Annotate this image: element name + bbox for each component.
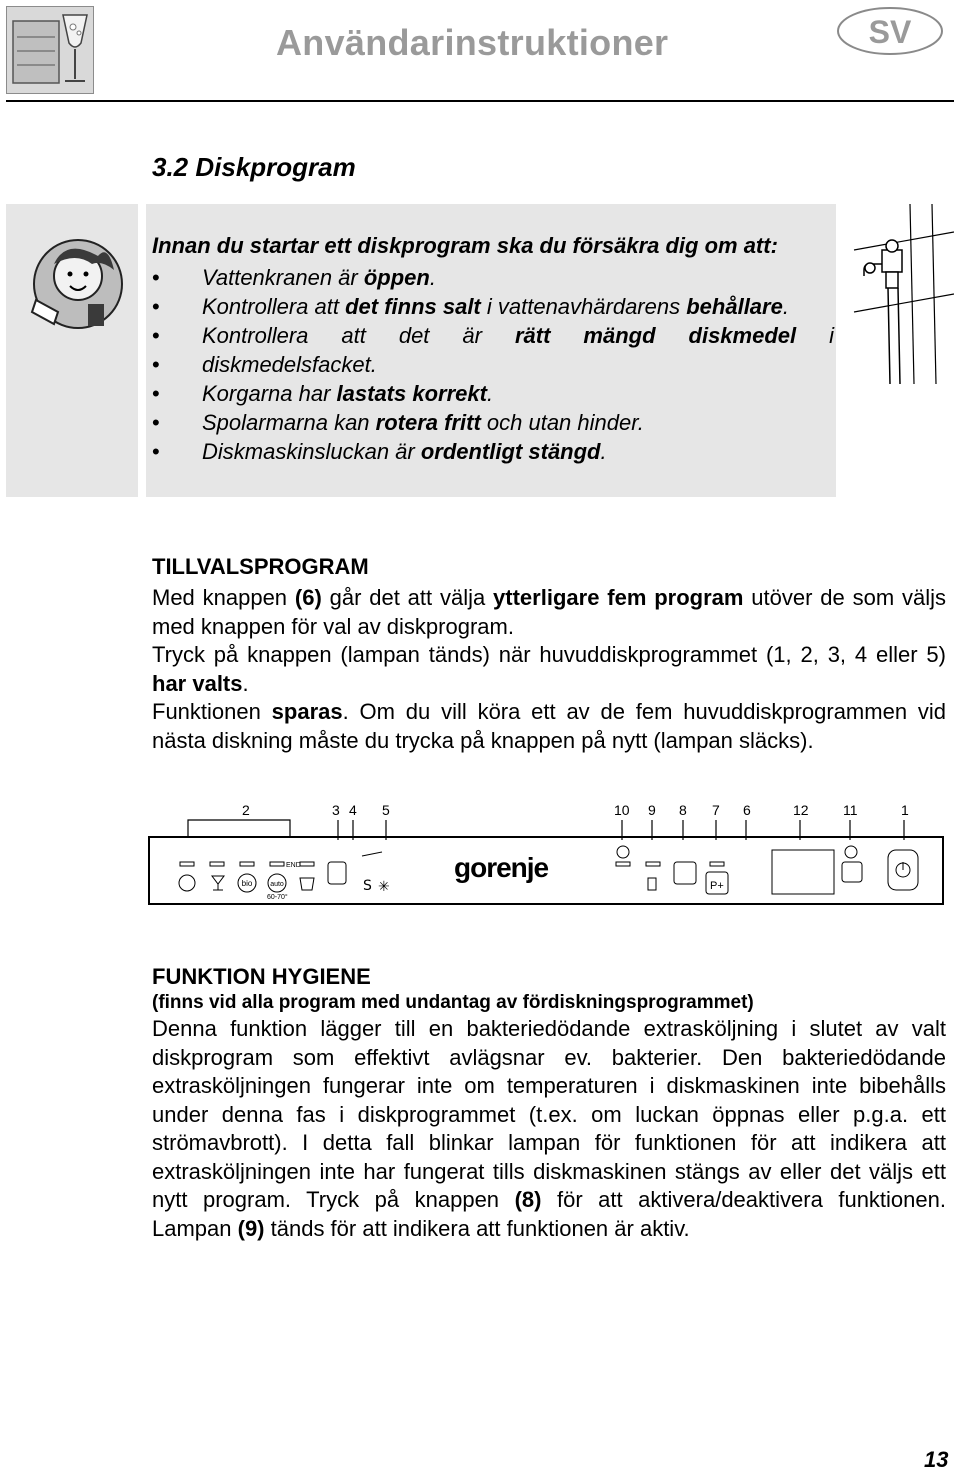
language-badge [836, 6, 944, 56]
callout-5: 5 [382, 802, 390, 818]
header-title: Användarinstruktioner [276, 22, 669, 63]
led [300, 862, 314, 866]
led [646, 862, 660, 866]
callout-3: 3 [332, 802, 340, 818]
list-item: • Kontrollera att det finns salt i vattenavhärdarens behållare. [152, 292, 834, 321]
callout-9: 9 [648, 802, 656, 818]
battery-icon [648, 878, 656, 890]
led [616, 862, 630, 866]
led [210, 862, 224, 866]
led [240, 862, 254, 866]
dial-marker [362, 852, 382, 856]
tillval-paragraph-2: Tryck på knappen (lampan tänds) när huvuddiskprogrammet (1, 2, 3, 4 eller 5) har valts. [152, 642, 946, 696]
delay-button [842, 862, 862, 882]
page-number: 13 [924, 1447, 949, 1472]
list-item: • Korgarna har lastats korrekt. [152, 379, 834, 408]
hygiene-paragraph: Denna funktion lägger till en bakteriedödande extrasköljning i slutet av valt diskprogram som effektivt avlägsnar ev. bakterier. Den bakteriedödande extrasköljningen fungerar inte om temperaturen i diskmaskinen inte bibehålls under denna fas i diskprogrammet (t.ex. om luckan öppnas eller p.g.a. ett strömavbrott). I detta fall blinkar lampan för funktionen för att indikera att extrasköljningen inte har fungerat tills diskmaskinen stängs av eller det väljs ett nytt program. Tryck på knappen (8) för att aktivera/deaktivera funktionen. Lampan (9) tänds för att indikera att funktionen är aktiv. [152, 1016, 946, 1241]
auto-label: auto [270, 881, 284, 888]
clock-icon [845, 846, 857, 858]
temp-label: 60-70° [267, 894, 288, 901]
callout-2: 2 [242, 802, 250, 818]
brand-logo: gorenje [454, 852, 549, 883]
tillval-paragraph-3: Funktionen sparas. Om du vill köra ett av de fem huvuddiskprogrammen vid nästa diskning måste du trycka på knappen på nytt (lampan släcks). [152, 699, 946, 753]
callout-12: 12 [793, 802, 809, 818]
led [710, 862, 724, 866]
dishwasher-glass-icon [7, 7, 93, 93]
program-button [328, 862, 346, 884]
pot-icon [300, 878, 314, 890]
end-label: END [286, 862, 301, 869]
led [270, 862, 284, 866]
hygiene-button [674, 862, 696, 884]
bio-label: bio [241, 879, 253, 888]
list-item: • Spolarmarna kan rotera fritt och utan hinder. [152, 408, 834, 437]
glass-icon [212, 876, 224, 890]
callout-4: 4 [349, 802, 357, 818]
woman-cartoon-icon [6, 204, 138, 497]
callout-10: 10 [614, 802, 630, 818]
rinse-aid-icon: S [363, 878, 372, 894]
led [180, 862, 194, 866]
hygiene-subtitle: (finns vid alla program med undantag av fördiskningsprogrammet) [152, 992, 754, 1013]
p-plus-label: P+ [710, 880, 724, 892]
notice-heading: Innan du startar ett diskprogram ska du försäkra dig om att: [152, 233, 778, 258]
notice-illustration-panel [6, 204, 138, 497]
tillval-heading: TILLVALSPROGRAM [152, 554, 369, 579]
callout-8: 8 [679, 802, 687, 818]
callout-11: 11 [843, 802, 858, 818]
list-item: • Kontrollera att det är rätt mängd diskmedel i [152, 321, 834, 350]
notice-checklist [152, 263, 834, 466]
hygiene-heading: FUNKTION HYGIENE [152, 964, 371, 989]
callout-6: 6 [743, 802, 751, 818]
tillval-paragraph-1: Med knappen (6) går det att välja ytterligare fem program utöver de som väljs med knappen för val av diskprogram. [152, 585, 946, 639]
manual-logo [6, 6, 94, 94]
hygiene-icon [617, 846, 629, 858]
water-tap-icon [846, 204, 954, 384]
list-item: • Diskmaskinsluckan är ordentligt stängd. [152, 437, 834, 466]
salt-icon: ✳ [378, 879, 390, 895]
header-divider [6, 100, 954, 102]
language-code: SV [868, 14, 912, 50]
display [772, 850, 834, 894]
callout-7: 7 [712, 802, 720, 818]
list-item-continuation: • diskmedelsfacket. [152, 350, 834, 379]
prewash-icon [179, 875, 195, 891]
section-title: 3.2 Diskprogram [152, 152, 356, 182]
list-item: • Vattenkranen är öppen. [152, 263, 834, 292]
callout-1: 1 [901, 802, 909, 818]
